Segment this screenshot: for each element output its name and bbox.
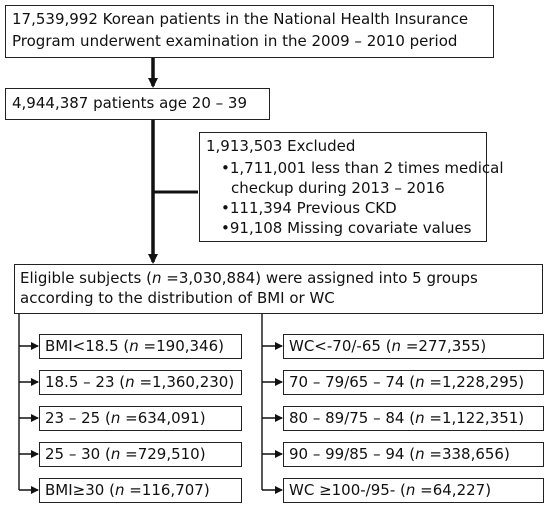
age-text: 4,944,387 patients age 20 – 39 [12, 94, 247, 112]
excluded-item-1: •1,711,001 less than 2 times medical [221, 159, 504, 177]
bmi-group-label: 18.5 – 23 (n =1,360,230) [45, 373, 235, 391]
cohort-line-2: Program underwent examination in the 2009 – 2010 period [12, 32, 458, 50]
cohort-line-1: 17,539,992 Korean patients in the National Health Insurance [12, 10, 469, 28]
bmi-group-label: BMI<18.5 (n =190,346) [45, 337, 224, 355]
bmi-group-label: 25 – 30 (n =729,510) [45, 445, 206, 463]
bmi-group-label: BMI≥30 (n =116,707) [45, 481, 210, 499]
eligible-line-1: Eligible subjects (n =3,030,884) were assigned into 5 groups [20, 269, 478, 287]
wc-group-label: WC<-70/-65 (n =277,355) [289, 337, 487, 355]
wc-group-label: 90 – 99/85 – 94 (n =338,656) [289, 445, 510, 463]
eligible-line-2: according to the distribution of BMI or WC [20, 289, 335, 307]
wc-group-label: 70 – 79/65 – 74 (n =1,228,295) [289, 373, 525, 391]
excluded-item-1-cont: checkup during 2013 – 2016 [231, 179, 445, 197]
wc-group-label: WC ≥100-/95- (n =64,227) [289, 481, 492, 499]
wc-group-label: 80 – 89/75 – 84 (n =1,122,351) [289, 409, 525, 427]
excluded-item-3: •91,108 Missing covariate values [221, 219, 472, 237]
excluded-title: 1,913,503 Excluded [206, 137, 356, 155]
excluded-item-2: •111,394 Previous CKD [221, 199, 397, 217]
bmi-group-label: 23 – 25 (n =634,091) [45, 409, 206, 427]
